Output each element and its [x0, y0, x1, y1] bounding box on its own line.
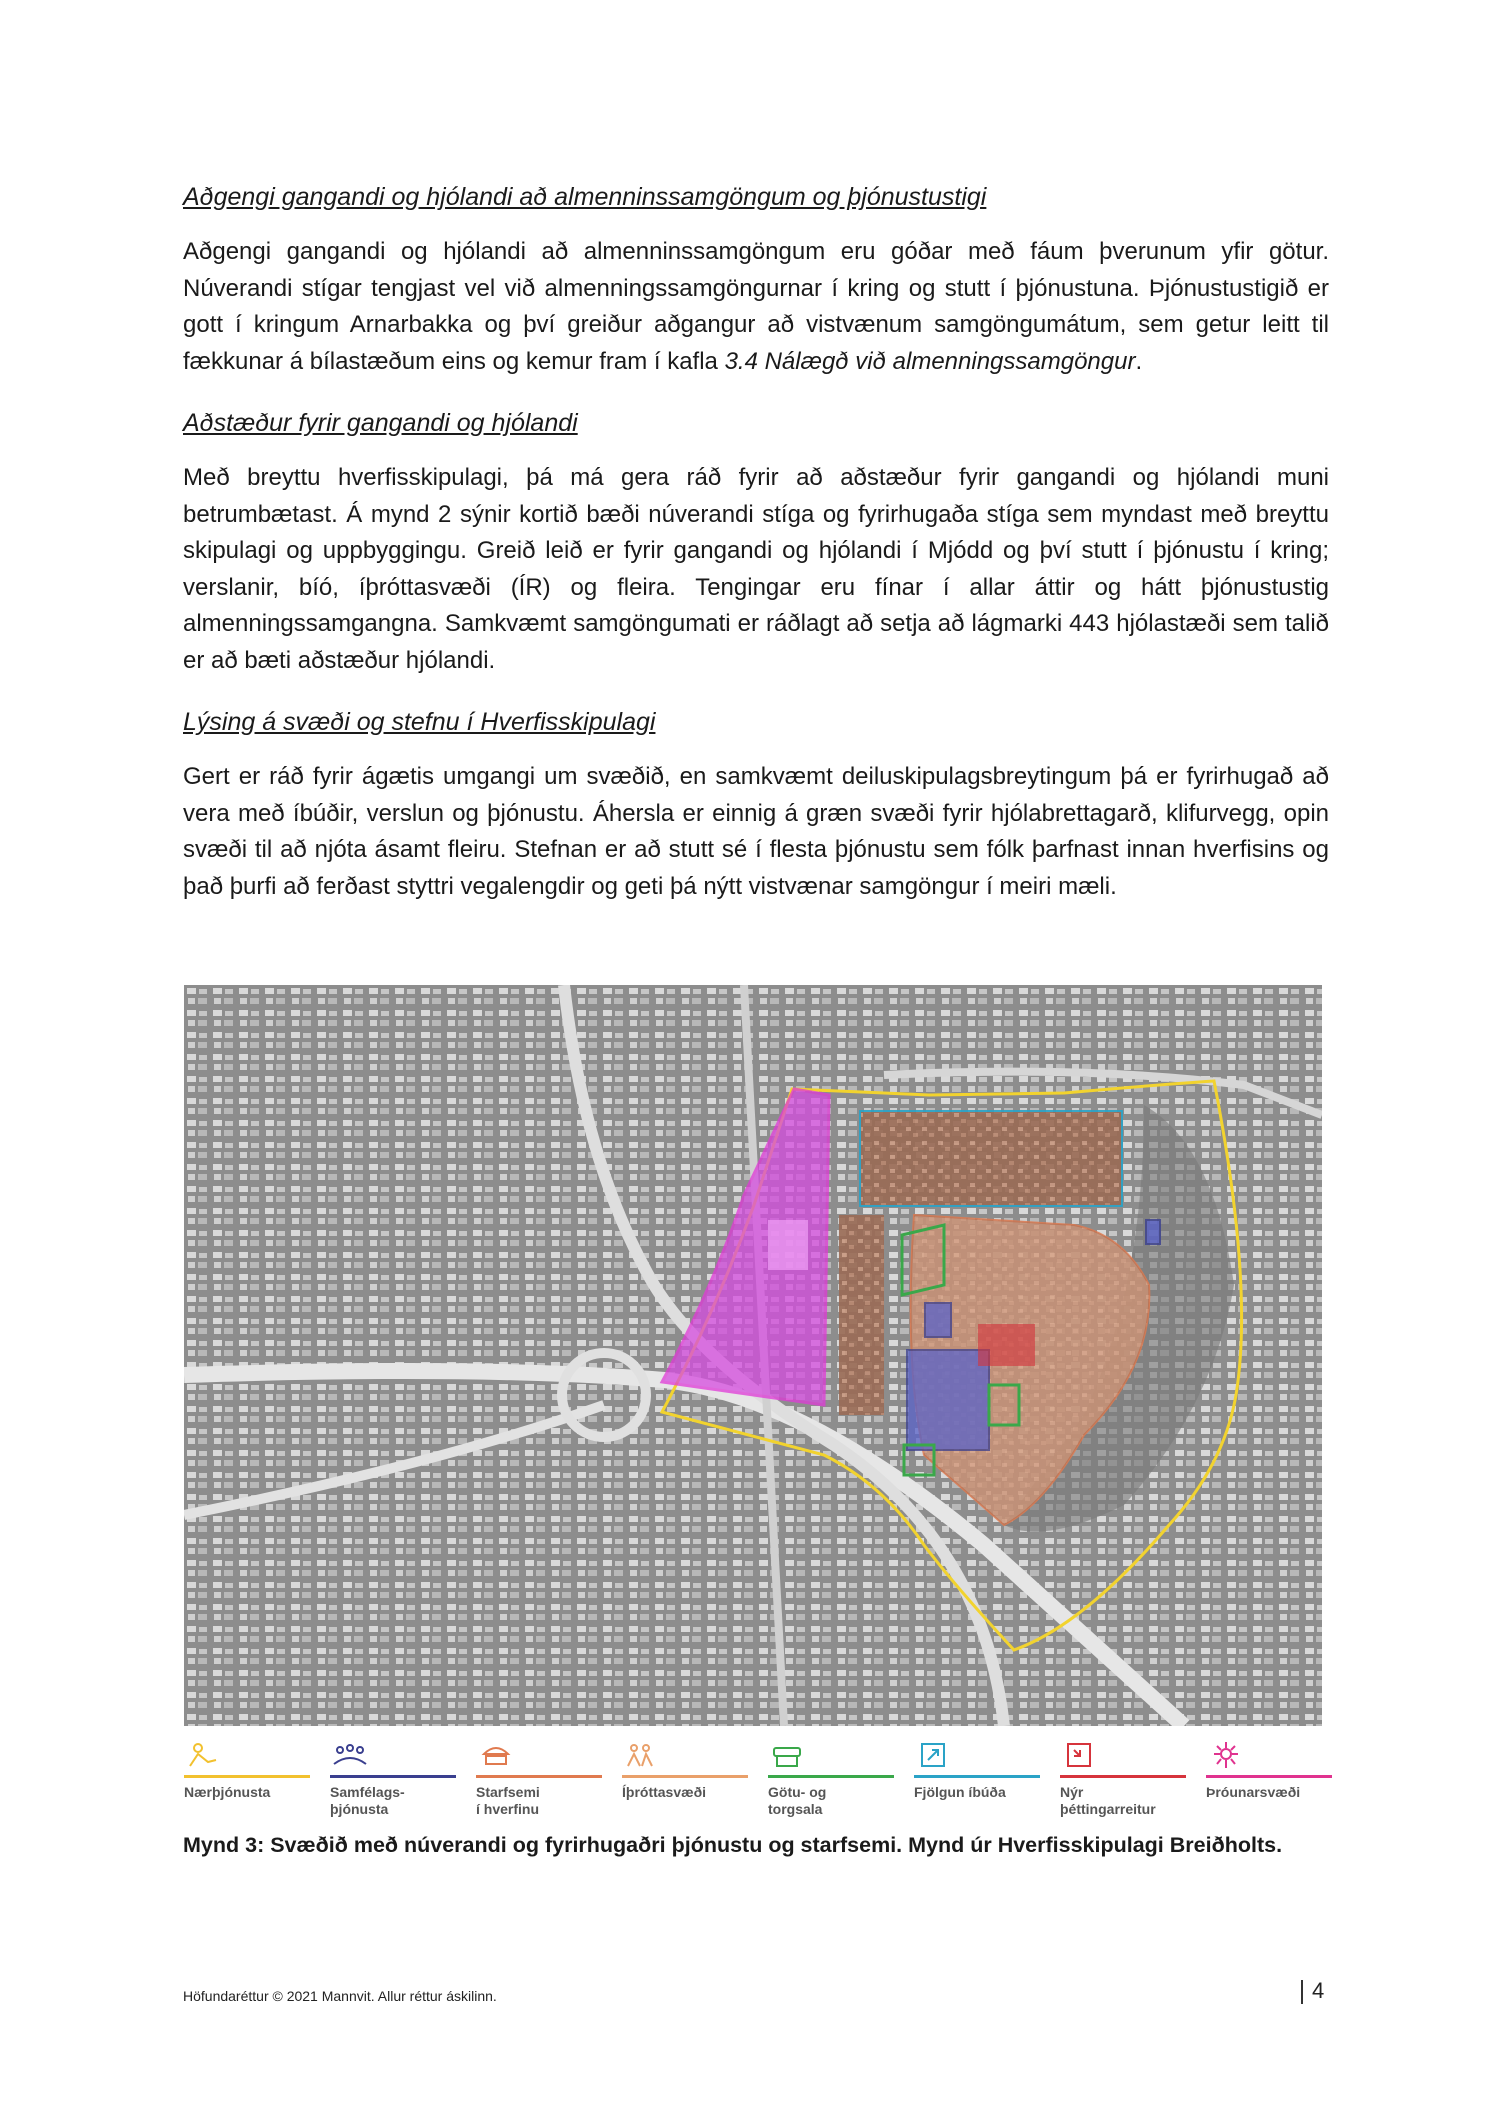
- legend-item-street-market: [768, 1740, 898, 1818]
- section-heading-conditions: Aðstæður fyrir gangandi og hjólandi: [183, 409, 578, 437]
- aerial-map-figure: [184, 985, 1322, 1726]
- legend-label: Fjölgun íbúða: [914, 1784, 1006, 1800]
- legend-label: Götu- og torgsala: [768, 1784, 827, 1817]
- community-icon: [330, 1740, 370, 1772]
- section-reference: 3.4 Nálægð við almenningssamgöngur: [724, 347, 1136, 375]
- legend-line: [330, 1775, 456, 1778]
- section-paragraph-description: Gert er ráð fyrir ágætis umgangi um svæðið, en samkvæmt deiluskipulagsbreytingum þá er fyrirhugað að vera með íbúðir, verslun og þjónustu. Áhersla er einnig á græn svæði fyrir hjólabrettagarð, klifurvegg, opin svæði til að njóta ásamt fleiru. Stefnan er að stutt sé í flesta þjónustu sem fólk þarfnast innan hverfisins og það þurfi að ferðast styttri vegalengdir og geti þá nýtt vistvænar samgöngur í meiri mæli.: [183, 763, 1329, 900]
- legend-line: [184, 1775, 310, 1778]
- section-paragraph-access: [183, 234, 1329, 380]
- legend-item-densification: [1060, 1740, 1190, 1818]
- legend-label: Íþróttasvæði: [622, 1784, 707, 1800]
- legend-line: [768, 1775, 894, 1778]
- aerial-map: [184, 985, 1322, 1726]
- legend-line: [914, 1775, 1040, 1778]
- legend-label: Þróunarsvæði: [1206, 1784, 1301, 1800]
- legend-line: [622, 1775, 748, 1778]
- legend-item-sports-area: [622, 1740, 752, 1801]
- figure-caption: Mynd 3: Svæðið með núverandi og fyrirhugaðri þjónustu og starfsemi. Mynd úr Hverfisskipulagi Breiðholts.: [183, 1833, 1283, 1857]
- legend-item-local-service: [184, 1740, 314, 1801]
- legend-line: [1206, 1775, 1332, 1778]
- sports-icon: [622, 1740, 662, 1772]
- legend-item-more-housing: [914, 1740, 1044, 1801]
- market-stall-icon: [768, 1740, 808, 1772]
- legend-label: Nýr þéttingarreitur: [1060, 1784, 1156, 1817]
- development-block: [768, 1220, 808, 1270]
- legend-line: [1060, 1775, 1186, 1778]
- person-service-icon: [184, 1740, 224, 1772]
- development-icon: [1206, 1740, 1246, 1772]
- paragraph-text: Aðgengi gangandi og hjólandi að almenninssamgöngum eru góðar með fáum þverunum yfir götur. Núverandi stígar tengjast vel við almenningssamgöngurnar í kring og stutt í þjónustuna. Þjónustustigið er gott í kringum Arnarbakka og því greiður aðgangur að vistvænum samgöngumátum, sem getur leitt til fækkunar á bílastæðum eins og kemur fram í kafla: [183, 238, 1329, 375]
- footer-copyright: Höfundaréttur © 2021 Mannvit. Allur réttur áskilinn.: [183, 1988, 497, 2004]
- footer-divider: [1301, 1980, 1303, 2004]
- legend-item-development-area: [1206, 1740, 1336, 1801]
- page-content: [183, 180, 1329, 931]
- legend-item-community-service: [330, 1740, 460, 1818]
- legend-item-local-business: [476, 1740, 606, 1818]
- page-number: 4: [1312, 1978, 1325, 2003]
- section-paragraph-conditions: Með breyttu hverfisskipulagi, þá má gera ráð fyrir að aðstæður fyrir gangandi og hjólandi muni betrumbætast. Á mynd 2 sýnir kortið bæði núverandi stíga og fyrirhugaða stíga sem myndast með breyttu skipulagi og uppbyggingu. Greið leið er fyrir gangandi og hjólandi í Mjódd og því stutt í þjónustu í kring; verslanir, bíó, íþróttasvæði (ÍR) og fleira. Tengingar eru fínar í allar áttir og hátt þjónustustig almenningssamgangna. Samkvæmt samgöngumati er ráðlagt að setja að lágmarki 443 hjólastæði sem talið er að bæti aðstæður hjólandi.: [183, 464, 1329, 674]
- legend-label: Samfélags- þjónusta: [330, 1784, 405, 1817]
- workplace-icon: [476, 1740, 516, 1772]
- densification-icon: [1060, 1740, 1100, 1772]
- section-heading-description: Lýsing á svæði og stefnu í Hverfisskipulagi: [183, 708, 656, 736]
- paragraph-end: .: [1135, 347, 1143, 375]
- legend-label: Starfsemi í hverfinu: [476, 1784, 540, 1817]
- legend-label: Nærþjónusta: [184, 1784, 271, 1800]
- legend-line: [476, 1775, 602, 1778]
- map-legend: [184, 1740, 1322, 1822]
- housing-expansion-icon: [914, 1740, 954, 1772]
- section-heading-access: Aðgengi gangandi og hjólandi að almenninssamgöngum og þjónustustigi: [183, 183, 987, 211]
